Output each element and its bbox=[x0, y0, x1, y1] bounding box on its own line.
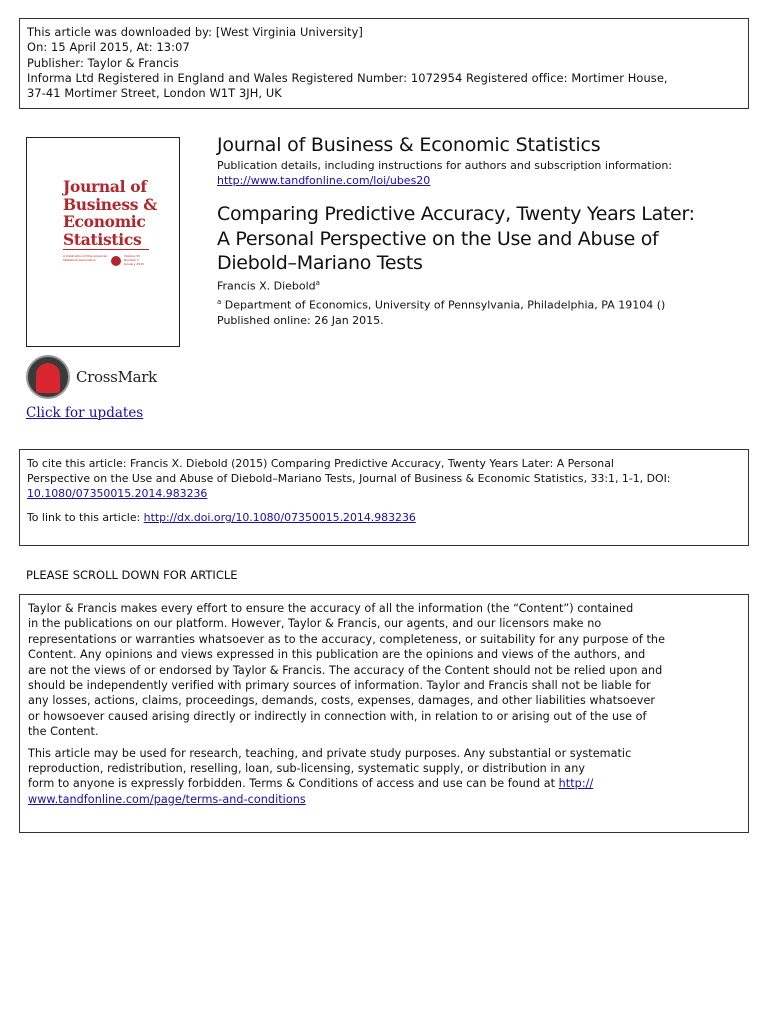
cover-title-line: Economic bbox=[63, 212, 146, 231]
disclaimer-line: reproduction, redistribution, reselling, loan, sub-licensing, systematic supply, or distribution in any bbox=[28, 762, 586, 776]
doi-link[interactable]: 10.1080/07350015.2014.983236 bbox=[27, 487, 208, 500]
cover-title bbox=[63, 178, 157, 248]
journal-title: Journal of Business & Economic Statistics bbox=[217, 134, 601, 156]
journal-link[interactable]: http://www.tandfonline.com/loi/ubes20 bbox=[217, 174, 431, 187]
author-sup: a bbox=[315, 279, 320, 287]
author-text: Francis X. Diebold bbox=[217, 279, 316, 293]
disclaimer-line: should be independently verified with primary sources of information. Taylor and Francis shall not be liable for bbox=[28, 679, 651, 693]
article-title-line: Comparing Predictive Accuracy, Twenty Years Later: bbox=[217, 203, 695, 225]
disclaimer-box bbox=[19, 594, 749, 833]
cover-title-line: Business & bbox=[63, 194, 157, 214]
cover-publisher-text: A Publication of the American Statistical Association bbox=[63, 254, 108, 262]
affiliation-sup: a bbox=[217, 298, 222, 306]
cover-title-line: Statistics bbox=[63, 229, 142, 249]
article-title bbox=[217, 202, 695, 276]
cover-volume-text: Volume 33 Number 1 January 2015 bbox=[124, 254, 144, 266]
affiliation-text: Department of Economics, University of Pennsylvania, Philadelphia, PA 19104 () bbox=[221, 298, 666, 312]
disclaimer-line: the Content. bbox=[28, 725, 99, 739]
crossmark-bookmark-shape bbox=[36, 363, 60, 393]
disclaimer-line: Content. Any opinions and views expressed in this publication are the opinions and views of the authors, and bbox=[28, 648, 646, 662]
article-title-line: Diebold–Mariano Tests bbox=[217, 252, 423, 274]
download-line: On: 15 April 2015, At: 13:07 bbox=[27, 40, 190, 55]
disclaimer-line: form to anyone is expressly forbidden. Terms & Conditions of access and use can be found at bbox=[28, 777, 559, 791]
crossmark-label: CrossMark bbox=[76, 368, 157, 386]
crossmark-icon bbox=[26, 355, 70, 399]
article-title-line: A Personal Perspective on the Use and Abuse of bbox=[217, 227, 659, 250]
author-name bbox=[217, 279, 320, 293]
link-label: To link to this article: bbox=[27, 511, 144, 524]
disclaimer-line: in the publications on our platform. However, Taylor & Francis, our agents, and our licensors make no bbox=[28, 617, 602, 631]
download-line: This article was downloaded by: [West Virginia University] bbox=[27, 25, 363, 39]
cover-title-line: Journal of bbox=[63, 177, 147, 196]
disclaimer-line: are not the views of or endorsed by Taylor & Francis. The accuracy of the Content should not be relied upon and bbox=[28, 663, 663, 677]
article-url-link[interactable]: http://dx.doi.org/10.1080/07350015.2014.983236 bbox=[143, 511, 416, 524]
journal-cover-image bbox=[26, 137, 180, 347]
disclaimer-line: This article may be used for research, teaching, and private study purposes. Any substantial or systematic bbox=[28, 746, 632, 760]
click-for-updates-link[interactable]: Click for updates bbox=[26, 405, 144, 421]
download-line: Informa Ltd Registered in England and Wales Registered Number: 1072954 Registered office: Mortimer House, bbox=[27, 70, 668, 85]
download-info-box bbox=[19, 18, 749, 109]
disclaimer-line: Taylor & Francis makes every effort to ensure the accuracy of all the information (the “Content”) contained bbox=[28, 602, 634, 615]
affiliation-block bbox=[217, 295, 665, 328]
crossmark-badge[interactable] bbox=[26, 355, 166, 403]
disclaimer-line: representations or warranties whatsoever as to the accuracy, completeness, or suitability for any purpose of the bbox=[28, 632, 666, 646]
disclaimer-line: any losses, actions, claims, proceedings, demands, costs, expenses, damages, and other liabilities whatsoever bbox=[28, 694, 656, 708]
publication-details-text: Publication details, including instructions for authors and subscription information: bbox=[217, 159, 673, 172]
publication-details bbox=[217, 158, 672, 188]
terms-link[interactable]: www.tandfonline.com/page/terms-and-conditions bbox=[28, 792, 306, 806]
citation-box bbox=[19, 449, 749, 546]
terms-link[interactable]: http:// bbox=[558, 777, 594, 791]
citation-line: To cite this article: Francis X. Diebold (2015) Comparing Predictive Accuracy, Twenty Years Later: A Personal bbox=[27, 457, 614, 470]
published-date: Published online: 26 Jan 2015. bbox=[217, 313, 384, 327]
download-line: Publisher: Taylor & Francis bbox=[27, 55, 179, 70]
asa-seal-icon bbox=[111, 256, 121, 266]
download-line: 37-41 Mortimer Street, London W1T 3JH, UK bbox=[27, 86, 282, 101]
disclaimer-line: or howsoever caused arising directly or indirectly in connection with, in relation to or arising out of the use of bbox=[28, 709, 647, 723]
scroll-down-notice: PLEASE SCROLL DOWN FOR ARTICLE bbox=[26, 568, 238, 582]
citation-line: Perspective on the Use and Abuse of Diebold–Mariano Tests, Journal of Business & Economic Statistics, 33:1, 1-1, DOI: bbox=[27, 472, 671, 485]
cover-rule bbox=[63, 249, 149, 250]
